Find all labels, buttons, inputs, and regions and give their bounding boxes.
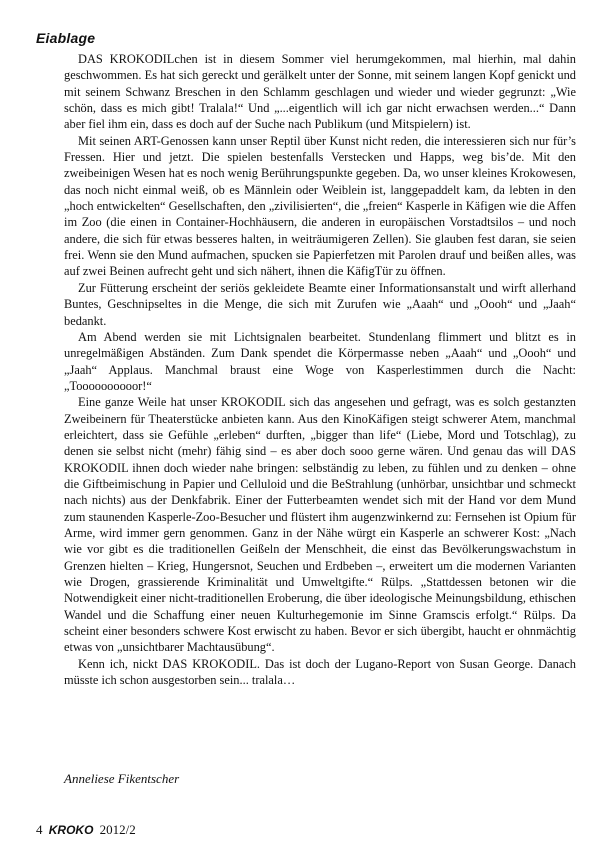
author-name: Anneliese Fikentscher — [64, 771, 180, 786]
article-paragraph: Mit seinen ART-Genossen kann unser Reptil über Kunst nicht reden, die interessieren sich nur für’s Fressen. Hier und jetzt. Die spielen bestenfalls Verstecken und Happs, weg bis’de. Mit den zweibeinigen Wesen hat es noch wenig Berührungspunkte gegeben. Da, wo unser kleines Krokowesen, das noch nicht einmal weiß, ob es Männlein oder Weiblein ist, langgepaddelt kam, da lebten in den „hoch entwickelten“ Gesellschaften, den „zivilisierten“, die „freien“ Kasperle in Käfigen wie die Affen im Zoo (die einen in Container-Hochhäusern, die anderen in europäischen Vorstadtsilos – und noch andere, die sich für etwas besseres halten, in weiträumigeren Zellen). Sie glauben fest daran, sie seien frei. Wenn sie den Mund aufmachen, spucken sie Papierfetzen mit Parolen drauf und beißen alles, was auf zwei Beinen aufrecht geht und sich nähert, ihnen die KäfigTür zu öffnen. — [64, 133, 576, 279]
article-body — [64, 51, 576, 688]
section-label: Eiablage — [36, 30, 96, 46]
page-footer — [36, 822, 136, 838]
magazine-name: KROKO — [48, 823, 94, 837]
article-paragraph: Am Abend werden sie mit Lichtsignalen bearbeitet. Stundenlang flimmert und blitzt es in unregelmäßigen Abständen. Zum Dank spendet die Körpermasse neben „Aaah“ und „Oooh“ und „Jaah“ Applaus. Manchmal braust eine Woge von Kasperlestimmen durch die Nacht: „Toooooooooor!“ — [64, 329, 576, 393]
article-paragraph: Eine ganze Weile hat unser KROKODIL sich das angesehen und gefragt, was es solch gestanzten Zweibeinern für Theaterstücke anbieten kann. Aus den KinoKäfigen steigt schwerer Atem, manchmal erleichtert, dass sie Gefühle „erleben“ durften, „bigger than life“ (Liebe, Mord und Totschlag), zu denen sie selbst nicht (mehr) fähig sind – es aber doch sooo gerne wären. Und genau das will DAS KROKODIL ihnen doch wieder nahe bringen: selbständig zu leben, zu fühlen und zu denken – ohne die Giftbeimischung in Papier und Celluloid und die BeStrahlung (unhörbar, unsichtbar und schmeckt nach nichts) aus der Denkfabrik. Einer der Futterbeamten wendet sich mit der Hand vor dem Mund zum staunenden Kasperle-Zoo-Besucher und flüstert ihm augenzwinkernd zu: Fernsehen ist Opium für Arme, wird immer gern genommen. Ganz in der Nähe würgt ein Kasperle an schwerer Kost: „Nach wie vor gibt es die traditionellen Geißeln der Menschheit, die einst das Bevölkerungswachstum in Grenzen hielten – Krieg, Hungersnot, Seuchen und Erdbeben –, erweitert um die modernen Varianten wie Drogen, grassierende Kriminalität und Umweltgifte.“ Rülps. „Stattdessen betonen wir die Notwendigkeit einer nicht-traditionellen Eroberung, die über ideologische Meinungsbildung, ethischen Wandel und die Schaffung einer neuen Kulturhegemonie im Sinne Gramscis erfolgt.“ Rülps. Da scheint einer besonders schwere Kost erwischt zu haben. Bevor er sich übergibt, haucht er ohnmächtig etwas von „unsichtbarer Machtausübung“. — [64, 395, 576, 655]
article-paragraph: Kenn ich, nickt DAS KROKODIL. Das ist doch der Lugano-Report von Susan George. Danach müsste ich schon ausgestorben sein... tralala… — [64, 656, 576, 688]
article-paragraph: DAS KROKODILchen ist in diesem Sommer viel herumgekommen, mal hierhin, mal dahin geschwommen. Es hat sich gereckt und gerälkelt unter der Sonne, mit seinem langen Kopf genickt und mit seinem Schwanz Breschen in den Schlamm geschlagen und wieder und wieder gegrunzt: „Wie schön, dass es mich gibt! Tralala!“ Und „...eigentlich will ich gar nicht erwachsen werden...“ Dann aber fiel ihm ein, dass es doch auf der Suche nach Publikum (und Mitspielern) ist. — [64, 52, 576, 132]
article-paragraph: Zur Fütterung erscheint der seriös gekleidete Beamte einer Informationsanstalt und wirft allerhand Buntes, Geschnipseltes in die Menge, die sich mit Zurufen wie „Aaah“ und „Oooh“ und „Jaah“ bedankt. — [64, 280, 576, 328]
page-number: 4 — [36, 822, 43, 837]
issue-number: 2012/2 — [99, 822, 136, 837]
